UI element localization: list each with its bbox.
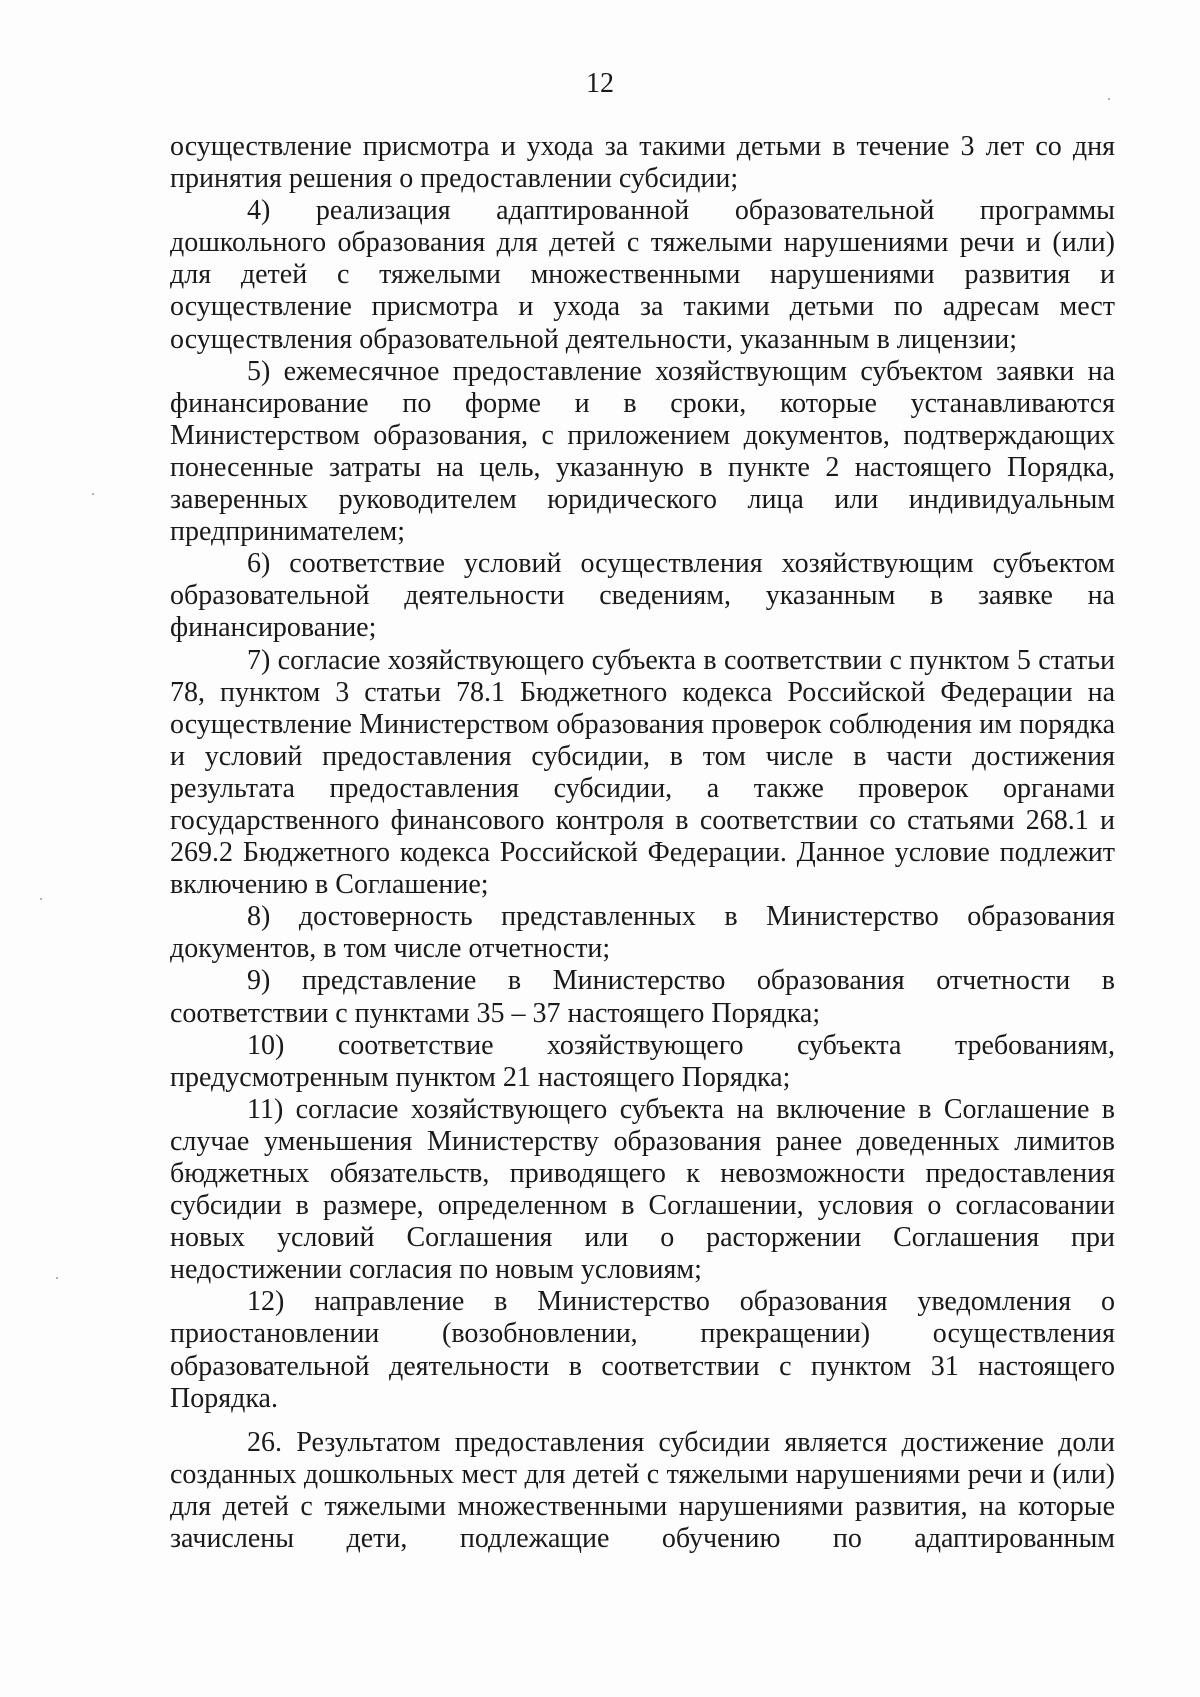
scan-speck-left-2 — [40, 898, 42, 900]
scan-speck-left-3 — [56, 1277, 58, 1279]
paragraph-item-8: 8) достоверность представленных в Министерство образования документов, в том числе отчетности; — [170, 901, 1115, 965]
paragraph-item-6: 6) соответствие условий осуществления хозяйствующим субъектом образовательной деятельности сведениям, указанным в заявке на финансирование; — [170, 548, 1115, 644]
paragraph-continuation: осуществление присмотра и ухода за такими детьми в течение 3 лет со дня принятия решения о предоставлении субсидии; — [170, 131, 1115, 195]
document-body — [170, 131, 1115, 1555]
paragraph-item-10: 10) соответствие хозяйствующего субъекта требованиям, предусмотренным пунктом 21 настоящего Порядка; — [170, 1029, 1115, 1093]
scan-speck-right — [1108, 98, 1110, 100]
paragraph-item-11: 11) согласие хозяйствующего субъекта на включение в Соглашение в случае уменьшения Министерству образования ранее доведенных лимитов бюджетных обязательств, приводящего к невозможности предоставления субсидии в размере, определенном в Соглашении, условия о согласовании новых условий Соглашения или о расторжении Соглашения при недостижении согласия по новым условиям; — [170, 1093, 1115, 1286]
paragraph-item-5: 5) ежемесячное предоставление хозяйствующим субъектом заявки на финансирование по форме и в сроки, которые устанавливаются Министерством образования, с приложением документов, подтверждающих понесенные затраты на цель, указанную в пункте 2 настоящего Порядка, заверенных руководителем юридического лица или индивидуальным предпринимателем; — [170, 355, 1115, 548]
paragraph-item-4: 4) реализация адаптированной образовательной программы дошкольного образования для детей с тяжелыми нарушениями речи и (или) для детей с тяжелыми множественными нарушениями развития и осуществление присмотра и ухода за такими детьми по адресам мест осуществления образовательной деятельности, указанным в лицензии; — [170, 195, 1115, 355]
scan-speck-left-1 — [92, 493, 94, 495]
paragraph-item-7: 7) согласие хозяйствующего субъекта в соответствии с пунктом 5 статьи 78, пунктом 3 статьи 78.1 Бюджетного кодекса Российской Федерации на осуществление Министерством образования проверок соблюдения им порядка и условий предоставления субсидии, в том числе в части достижения результата предоставления субсидии, а также проверок органами государственного финансового контроля в соответствии со статьями 268.1 и 269.2 Бюджетного кодекса Российской Федерации. Данное условие подлежит включению в Соглашение; — [170, 644, 1115, 901]
page-number: 12 — [586, 68, 614, 99]
paragraph-item-12: 12) направление в Министерство образования уведомления о приостановлении (возобновлении, прекращении) осуществления образовательной деятельности в соответствии с пунктом 31 настоящего Порядка. — [170, 1286, 1115, 1414]
paragraph-item-9: 9) представление в Министерство образования отчетности в соответствии с пунктами 35 – 37 настоящего Порядка; — [170, 965, 1115, 1029]
paragraph-section-26: 26. Результатом предоставления субсидии является достижение доли созданных дошкольных мест для детей с тяжелыми нарушениями речи и (или) для детей с тяжелыми множественными нарушениями развития, на которые зачислены дети, подлежащие обучению по адаптированным — [170, 1426, 1115, 1555]
